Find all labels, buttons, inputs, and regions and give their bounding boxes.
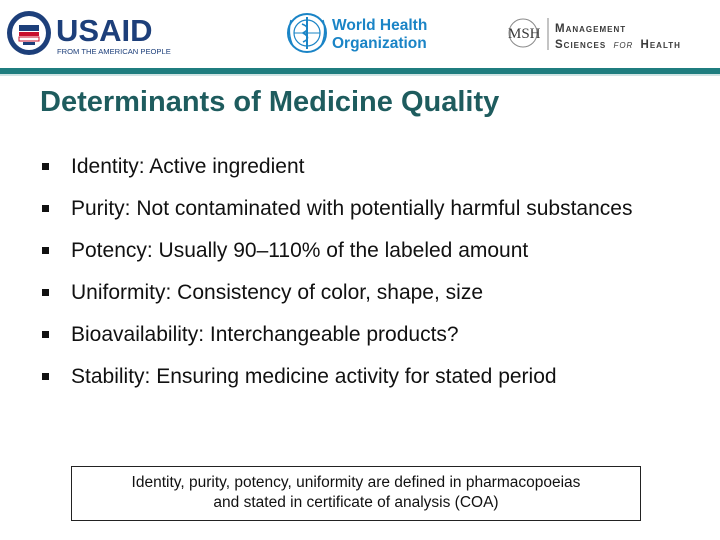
note-line-1: Identity, purity, potency, uniformity are defined in pharmacopoeias — [131, 474, 581, 491]
usaid-tagline: FROM THE AMERICAN PEOPLE — [57, 47, 171, 56]
bullet-item-uniformity — [42, 278, 682, 307]
slide-title: Determinants of Medicine Quality — [40, 86, 500, 118]
who-logo — [285, 8, 445, 58]
logo-header — [0, 0, 720, 72]
bullet-square-icon — [42, 373, 49, 380]
bullet-item-identity — [42, 152, 682, 181]
bullet-item-bioavailability — [42, 320, 682, 349]
usaid-logo — [4, 8, 189, 58]
bullet-square-icon — [42, 247, 49, 254]
bullet-list — [42, 152, 682, 404]
bullet-text: Bioavailability: Interchangeable products? — [71, 323, 459, 346]
bullet-item-potency — [42, 236, 682, 265]
bullet-square-icon — [42, 163, 49, 170]
header-rule-highlight — [0, 74, 720, 76]
msh-wordmark-line1: Management — [555, 23, 627, 35]
note-line-2: and stated in certificate of analysis (COA) — [213, 494, 499, 511]
bullet-item-stability — [42, 362, 682, 391]
who-wordmark-line2: Organization — [332, 35, 427, 52]
msh-logo — [505, 8, 695, 58]
msh-mark: MSH — [508, 26, 541, 42]
bullet-text: Identity: Active ingredient — [71, 155, 305, 178]
bullet-text: Stability: Ensuring medicine activity for stated period — [71, 365, 557, 388]
svg-text:Sciences for Healt — [555, 39, 681, 51]
bullet-item-purity — [42, 194, 682, 223]
who-wordmark-line1: World Health — [332, 17, 428, 34]
bullet-text: Uniformity: Consistency of color, shape, size — [71, 281, 484, 304]
bullet-square-icon — [42, 331, 49, 338]
bullet-text: Potency: Usually 90–110% of the labeled amount — [71, 239, 529, 262]
msh-wordmark-health: Health — [640, 39, 681, 51]
bullet-square-icon — [42, 289, 49, 296]
note-box — [71, 466, 641, 521]
msh-wordmark-sciences: Sciences — [555, 39, 607, 51]
bullet-text: Purity: Not contaminated with potentially harmful substances — [71, 197, 633, 220]
msh-wordmark-for: for — [613, 39, 634, 51]
bullet-square-icon — [42, 205, 49, 212]
usaid-wordmark: USAID — [56, 13, 153, 48]
